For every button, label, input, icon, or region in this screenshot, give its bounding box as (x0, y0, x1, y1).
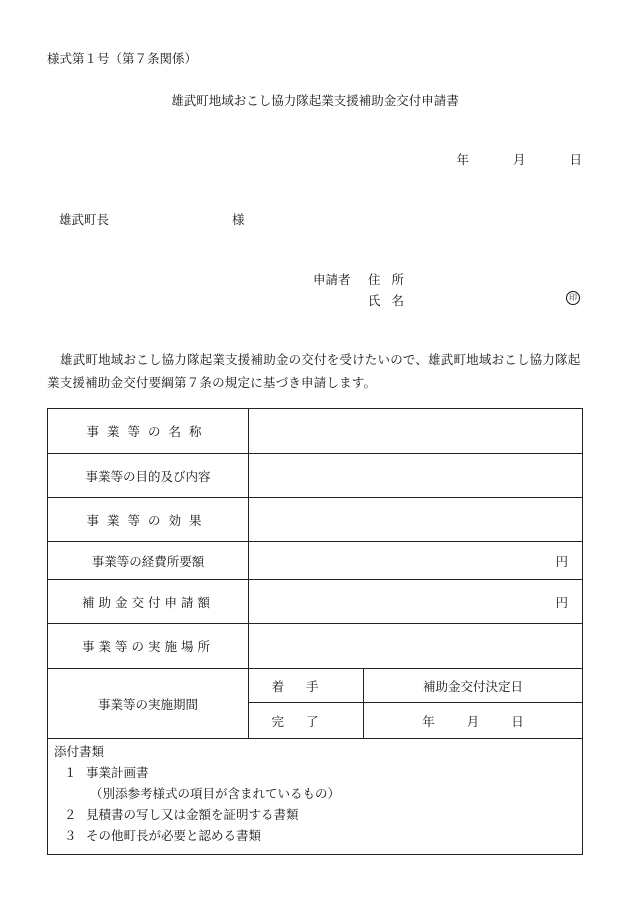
attachment-item: ２ 見積書の写し又は金額を証明する書類 (64, 807, 299, 822)
name-label: 氏名 (368, 293, 416, 308)
attachment-item-note: （別添参考様式の項目が含まれているもの） (90, 786, 341, 801)
address-label: 住所 (368, 272, 416, 287)
label-place: 事業等の実施場所 (48, 624, 249, 669)
table-row (48, 624, 583, 669)
table-row (48, 498, 583, 542)
table-row (48, 580, 583, 624)
attachment-item: ３ その他町長が必要と認める書類 (64, 828, 262, 843)
addressee-name: 雄武町長 (59, 212, 110, 227)
label-business-name: 事業等の名称 (48, 409, 249, 454)
date-year: 年 (456, 152, 469, 167)
table-row (48, 409, 583, 454)
decision-day: 日 (511, 713, 524, 729)
decision-date-value[interactable] (364, 703, 583, 739)
application-table (47, 408, 583, 855)
value-purpose[interactable] (249, 454, 583, 498)
attachments-heading: 添付書類 (54, 744, 105, 759)
table-row (48, 739, 583, 855)
value-effect[interactable] (249, 498, 583, 542)
date-day: 日 (569, 152, 582, 167)
table-row (48, 454, 583, 498)
label-purpose: 事業等の目的及び内容 (48, 454, 249, 498)
date-month: 月 (512, 152, 526, 167)
value-amount[interactable]: 円 (249, 580, 583, 624)
label-amount: 補助金交付申請額 (48, 580, 249, 624)
label-cost: 事業等の経費所要額 (48, 542, 249, 580)
label-effect: 事業等の効果 (48, 498, 249, 542)
value-business-name[interactable] (249, 409, 583, 454)
date-line (434, 150, 582, 168)
document-title: 雄武町地域おこし協力隊起業支援補助金交付申請書 (171, 93, 459, 108)
decision-month: 月 (466, 713, 480, 729)
label-period: 事業等の実施期間 (48, 669, 249, 739)
applicant-label: 申請者 (313, 272, 351, 287)
attachment-item: １ 事業計画書 (64, 765, 149, 780)
attachments-cell (48, 739, 583, 855)
value-place[interactable] (249, 624, 583, 669)
table-row (48, 669, 583, 703)
decision-year: 年 (422, 713, 435, 729)
seal-mark: 印 (566, 291, 580, 305)
label-decision-date: 補助金交付決定日 (364, 669, 583, 703)
application-statement: 雄武町地域おこし協力隊起業支援補助金の交付を受けたいので、雄武町地域おこし協力隊起業支援補助金交付要綱第７条の規定に基づき申請します。 (47, 352, 581, 390)
form-number: 様式第１号（第７条関係） (47, 51, 198, 66)
label-start: 着手 (249, 669, 364, 703)
label-end: 完了 (249, 703, 364, 739)
table-row (48, 542, 583, 580)
addressee-honorific: 様 (232, 212, 245, 227)
value-cost[interactable]: 円 (249, 542, 583, 580)
